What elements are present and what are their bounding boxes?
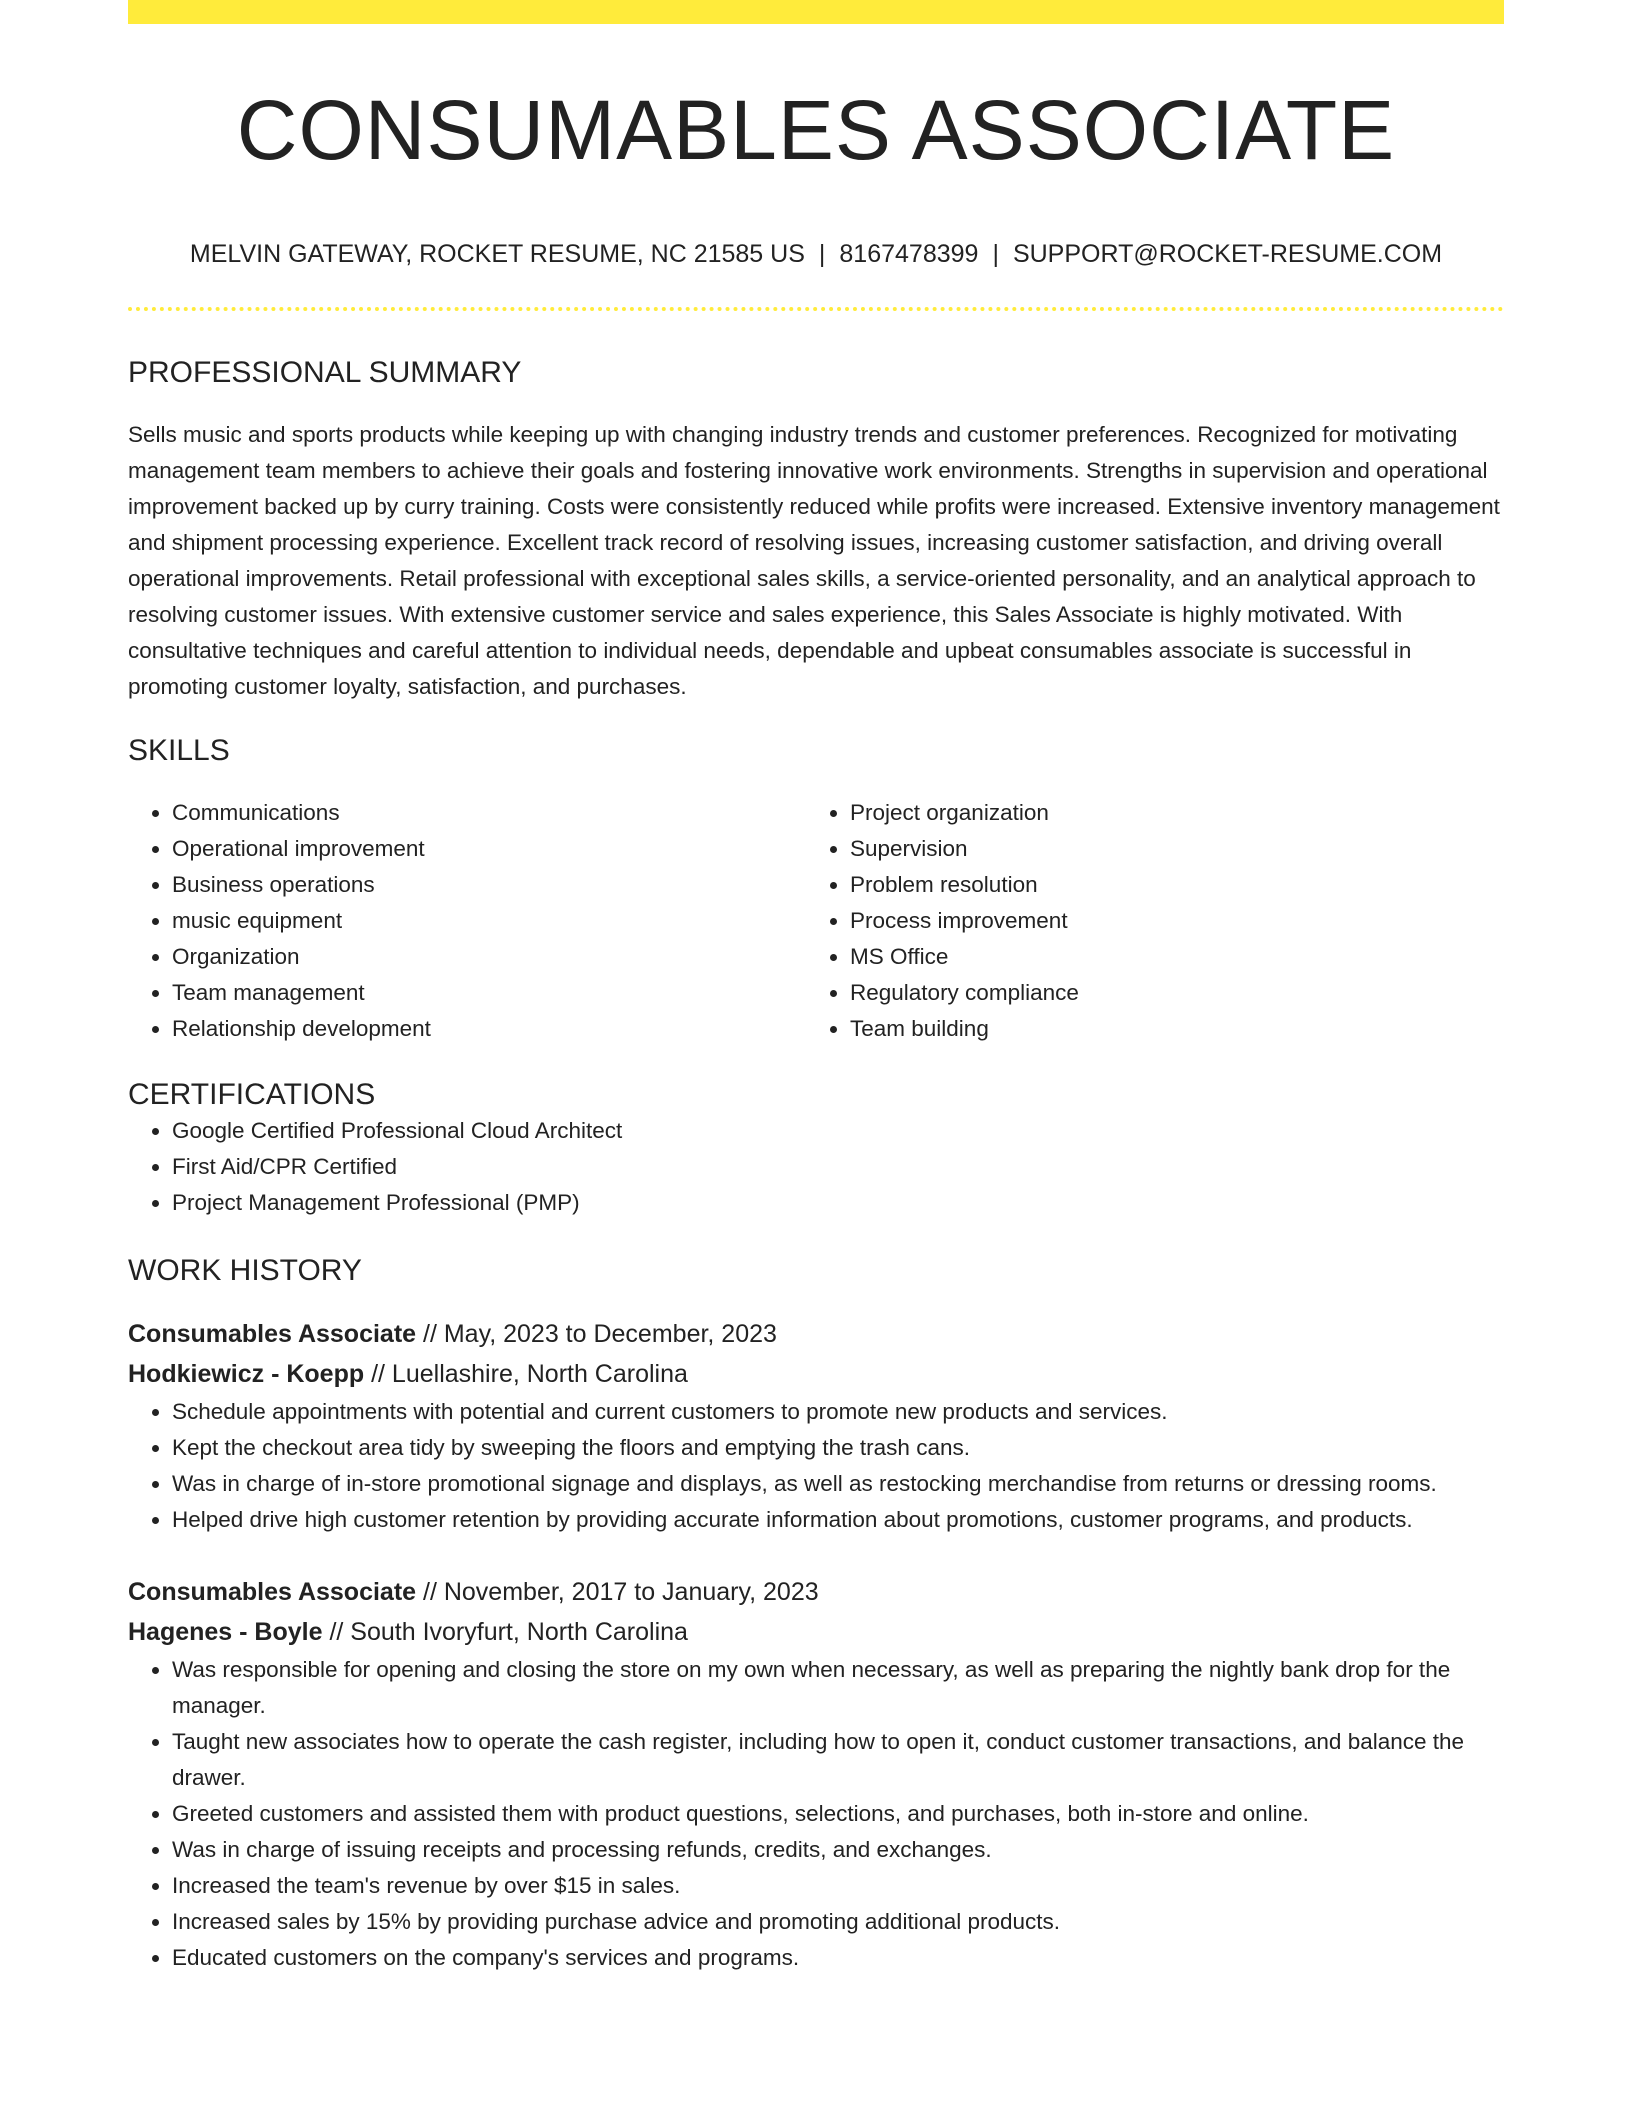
skill-item: • Team management [172,975,806,1011]
job-location: // South Ivoryfurt, North Carolina [329,1618,688,1646]
dotted-divider [128,307,1504,311]
job-bullets [128,1394,1504,1538]
job-company: Hodkiewicz - Koepp [128,1360,365,1388]
job-dates: // November, 2017 to January, 2023 [423,1578,819,1606]
job-bullet: • Greeted customers and assisted them with product questions, selections, and purchases, both in-store and online. [172,1796,1504,1832]
skill-item: • Organization [172,939,806,975]
resume-name: CONSUMABLES ASSOCIATE [236,83,1396,177]
job-bullet: • Helped drive high customer retention by providing accurate information about promotions, customer programs, and products. [172,1502,1504,1538]
contact-phone: 8167478399 [839,240,979,268]
skill-item: • Communications [172,795,806,831]
skill-item: • Relationship development [172,1011,806,1047]
summary-heading: PROFESSIONAL SUMMARY [128,356,522,389]
skill-item: • Problem resolution [850,867,1484,903]
skill-item: • music equipment [172,903,806,939]
contact-address: MELVIN GATEWAY, ROCKET RESUME, NC 21585 US [189,240,805,268]
job-bullet: • Educated customers on the company's services and programs. [172,1940,1504,1976]
job-company-line [128,1612,1504,1652]
certification-item: • Google Certified Professional Cloud Architect [172,1113,1504,1149]
skill-item: • Operational improvement [172,831,806,867]
job-bullet: • Increased sales by 15% by providing purchase advice and promoting additional products. [172,1904,1504,1940]
skill-item: • Supervision [850,831,1484,867]
certifications-list [128,1113,1504,1221]
accent-top-bar [128,0,1504,24]
contact-line [128,238,1504,270]
job-bullet: • Was responsible for opening and closing the store on my own when necessary, as well as preparing the nightly bank drop for the manager. [172,1652,1504,1724]
certification-item: • Project Management Professional (PMP) [172,1185,1504,1221]
job-title: Consumables Associate [128,1578,417,1606]
skills-column-right [806,795,1484,1047]
contact-email[interactable]: SUPPORT@ROCKET-RESUME.COM [1012,240,1443,268]
job-bullets [128,1652,1504,1976]
job-bullet: • Was in charge of in-store promotional signage and displays, as well as restocking merchandise from returns or dressing rooms. [172,1466,1504,1502]
certification-item: • First Aid/CPR Certified [172,1149,1504,1185]
job-title-line [128,1572,1504,1612]
skill-item: • Project organization [850,795,1484,831]
skills-list-left [128,795,806,1047]
skills-heading: SKILLS [128,734,230,767]
skills-column-left [128,795,806,1047]
skills-list-right [806,795,1484,1047]
job-dates: // May, 2023 to December, 2023 [423,1320,777,1348]
skill-item: • MS Office [850,939,1484,975]
job-title-line [128,1314,1504,1354]
job-entry [128,1314,1504,1538]
job-bullet: • Was in charge of issuing receipts and processing refunds, credits, and exchanges. [172,1832,1504,1868]
work-history-heading: WORK HISTORY [128,1254,362,1287]
job-bullet: • Kept the checkout area tidy by sweeping the floors and emptying the trash cans. [172,1430,1504,1466]
summary-text: Sells music and sports products while keeping up with changing industry trends and customer preferences. Recognized for motivating management team members to achieve their goals and fostering innovative work environments. Strengths in supervision and operational improvement backed up by curry training. Costs were consistently reduced while profits were increased. Extensive inventory management and shipment processing experience. Excellent track record of resolving issues, increasing customer satisfaction, and driving overall operational improvements. Retail professional with exceptional sales skills, a service-oriented personality, and an analytical approach to resolving customer issues. With extensive customer service and sales experience, this Sales Associate is highly motivated. With consultative techniques and careful attention to individual needs, dependable and upbeat consumables associate is successful in promoting customer loyalty, satisfaction, and purchases. [128,422,1500,699]
job-location: // Luellashire, North Carolina [371,1360,688,1388]
skill-item: • Business operations [172,867,806,903]
job-title: Consumables Associate [128,1320,417,1348]
skills-columns [128,795,1504,1047]
job-bullet: • Increased the team's revenue by over $15 in sales. [172,1868,1504,1904]
skill-item: • Regulatory compliance [850,975,1484,1011]
resume-content [128,0,1504,1976]
skill-item: • Team building [850,1011,1484,1047]
job-entry [128,1572,1504,1976]
certifications-heading: CERTIFICATIONS [128,1078,376,1111]
job-bullet: • Schedule appointments with potential and current customers to promote new products and services. [172,1394,1504,1430]
skill-item: • Process improvement [850,903,1484,939]
job-bullet: • Taught new associates how to operate the cash register, including how to open it, conduct customer transactions, and balance the drawer. [172,1724,1504,1796]
job-company-line [128,1354,1504,1394]
job-company: Hagenes - Boyle [128,1618,323,1646]
contact-separator: | [818,240,826,268]
contact-separator: | [992,240,999,268]
